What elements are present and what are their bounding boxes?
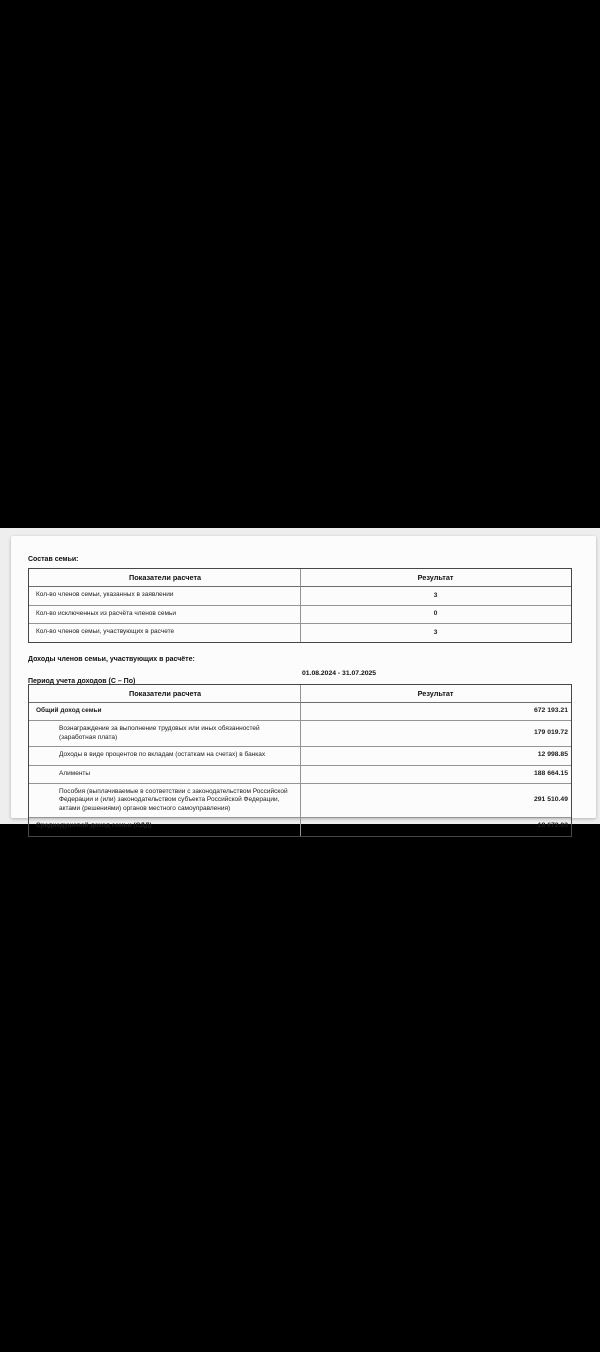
family-table-row (29, 587, 571, 605)
family-table-header-row (29, 569, 571, 587)
indicator-label: Алименты (59, 769, 91, 777)
indicator-label: Пособия (выплачиваемые в соответствии с законодательством Российской Федерации и (или) законодательством субъекта Российской Федерации, актами (решениями) органов местного самоуправления) (59, 787, 288, 812)
indicator-label: Среднедушевой доход семьи (СДД) (36, 822, 152, 830)
income-period-label: Период учета доходов (С – По) (28, 677, 136, 685)
result-cell: 0 (301, 606, 571, 624)
indicator-cell (29, 747, 301, 765)
result-cell: 18 672.03 (537, 822, 568, 830)
indicator-label: Общий доход семьи (36, 706, 102, 714)
letterbox-top (0, 0, 600, 528)
income-table-row (29, 818, 571, 835)
income-table-row (29, 766, 571, 784)
income-table-body (29, 703, 571, 836)
income-table-row (29, 784, 571, 818)
document-page (11, 536, 596, 830)
result-cell: 672 193.21 (301, 703, 571, 721)
income-section-title: Доходы членов семьи, участвующих в расчёте: (28, 655, 195, 663)
indicator-label: Доходы в виде процентов по вкладам (остаткам на счетах) в банках (59, 751, 266, 759)
family-table (28, 568, 572, 642)
result-cell: 12 998.85 (301, 747, 571, 765)
income-table-header-result: Результат (301, 685, 571, 703)
family-table-body (29, 587, 571, 641)
income-table-row (29, 747, 571, 765)
income-table-row (29, 721, 571, 747)
indicator-cell (29, 587, 301, 605)
income-table (28, 684, 572, 837)
result-cell: 188 664.15 (301, 766, 571, 784)
indicator-cell (29, 721, 301, 747)
family-table-row (29, 606, 571, 624)
income-period-row (28, 669, 572, 685)
indicator-cell (29, 703, 301, 721)
income-table-header-indicators: Показатели расчета (29, 685, 301, 703)
family-table-header-result: Результат (301, 569, 571, 587)
indicator-cell (29, 784, 301, 818)
result-cell: 3 (433, 628, 438, 636)
income-table-row (29, 703, 571, 721)
result-cell: 179 019.72 (301, 721, 571, 747)
indicator-cell (29, 818, 301, 835)
income-period-value: 01.08.2024 - 31.07.2025 (302, 669, 377, 677)
indicator-label: Кол-во исключенных из расчёта членов семьи (36, 609, 177, 617)
family-table-row (29, 624, 571, 641)
income-table-header-row (29, 685, 571, 703)
result-cell: 291 510.49 (301, 784, 571, 818)
document-band (0, 528, 600, 830)
indicator-cell (29, 766, 301, 784)
indicator-label: Вознаграждение за выполнение трудовых или иных обязанностей (заработная плата) (59, 725, 260, 741)
indicator-cell (29, 624, 301, 641)
family-table-header-indicators: Показатели расчета (29, 569, 301, 587)
indicator-label: Кол-во членов семьи, указанных в заявлении (36, 591, 174, 599)
letterbox-bottom (0, 824, 600, 1352)
family-section-title: Состав семьи: (28, 556, 79, 563)
indicator-cell (29, 606, 301, 624)
result-cell: 3 (301, 587, 571, 605)
indicator-label: Кол-во членов семьи, участвующих в расчете (36, 628, 175, 636)
